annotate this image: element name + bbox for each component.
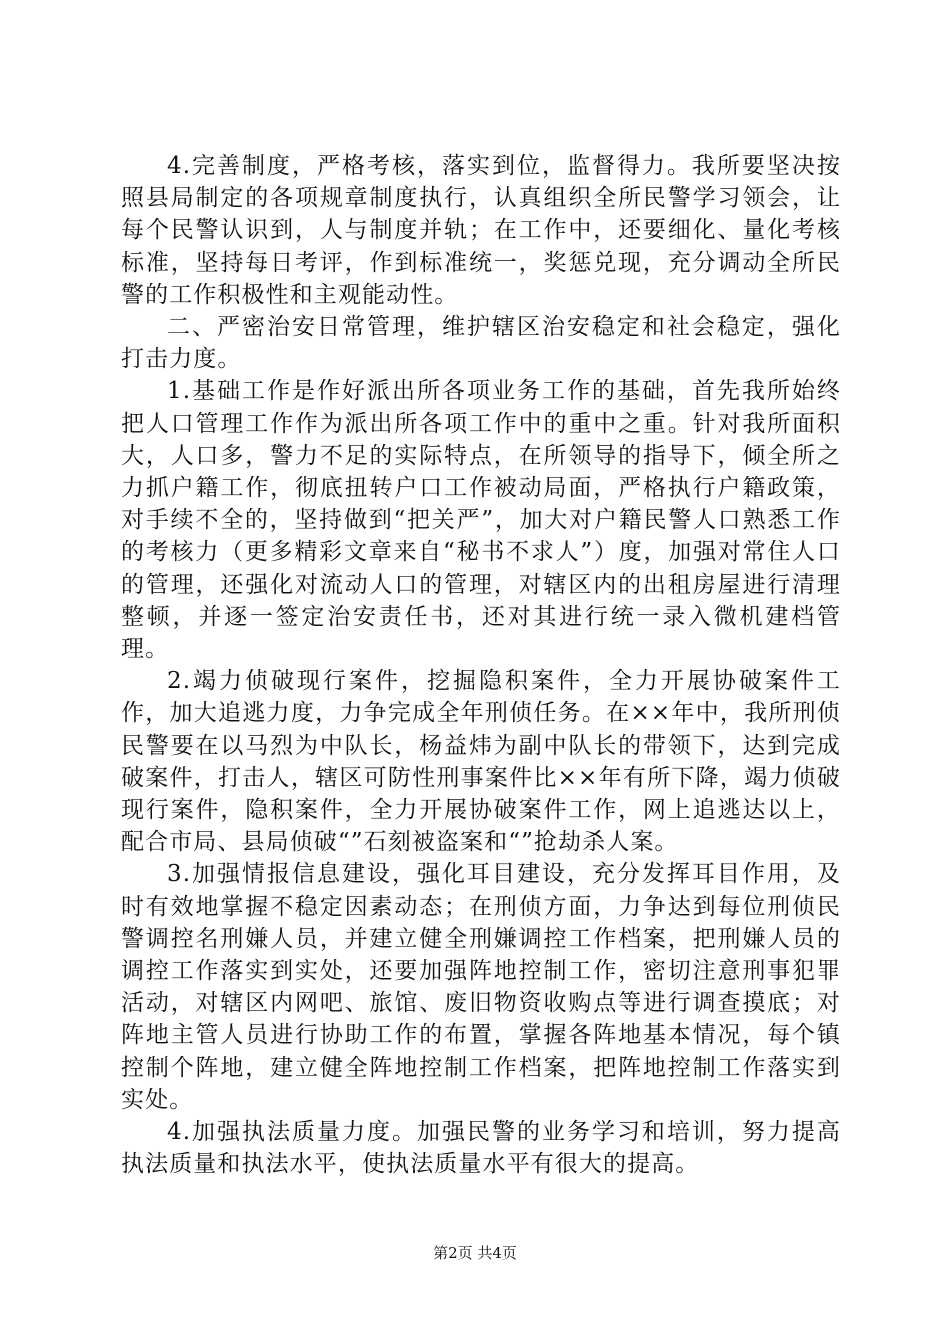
paragraph-item-1-household: 1.基础工作是作好派出所各项业务工作的基础，首先我所始终把人口管理工作作为派出所各项工作中的重中之重。针对我所面积大，人口多，警力不足的实际特点，在所领导的指导下，倾全所之力抓户籍工作，彻底扭转户口工作被动局面，严格执行户籍政策，对手续不全的，坚持做到“把关严”，加大对户籍民警人口熟悉工作的考核力（更多精彩文章来自“秘书不求人”）度，加强对常住人口的管理，还强化对流动人口的管理，对辖区内的出租房屋进行清理整顿，并逐一签定治安责任书，还对其进行统一录入微机建档管理。 (121, 378, 841, 663)
paragraph-item-4-enforcement: 4.加强执法质量力度。加强民警的业务学习和培训，努力提高执法质量和执法水平，使执法质量水平有很大的提高。 (121, 1119, 841, 1178)
page-number-footer: 第2页 共4页 (433, 1244, 517, 1262)
paragraph-item-3-intelligence: 3.加强情报信息建设，强化耳目建设，充分发挥耳目作用，及时有效地掌握不稳定因素动态；在刑侦方面，力争达到每位刑侦民警调控名刑嫌人员，并建立健全刑嫌调控工作档案，把刑嫌人员的调控工作落实到实处，还要加强阵地控制工作，密切注意刑事犯罪活动，对辖区内网吧、旅馆、废旧物资收购点等进行调查摸底；对阵地主管人员进行协助工作的布置，掌握各阵地基本情况，每个镇控制个阵地，建立健全阵地控制工作档案，把阵地控制工作落实到实处。 (121, 861, 841, 1113)
paragraph-item-4-regulations: 4.完善制度，严格考核，落实到位，监督得力。我所要坚决按照县局制定的各项规章制度执行，认真组织全所民警学习领会，让每个民警认识到，人与制度并轨；在工作中，还要细化、量化考核标准，坚持每日考评，作到标准统一，奖惩兑现，充分调动全所民警的工作积极性和主观能动性。 (121, 153, 841, 308)
document-body (121, 150, 841, 1181)
section-heading-two: 二、严密治安日常管理，维护辖区治安稳定和社会稳定，强化打击力度。 (121, 314, 841, 373)
paragraph-item-2-cases: 2.竭力侦破现行案件，挖掘隐积案件，全力开展协破案件工作，加大追逃力度，力争完成全年刑侦任务。在××年中，我所刑侦民警要在以马烈为中队长，杨益炜为副中队长的带领下，达到完成破案件，打击人，辖区可防性刑事案件比××年有所下降，竭力侦破现行案件，隐积案件，全力开展协破案件工作，网上追逃达以上，配合市局、县局侦破“”石刻被盗案和“”抢劫杀人案。 (121, 668, 841, 856)
